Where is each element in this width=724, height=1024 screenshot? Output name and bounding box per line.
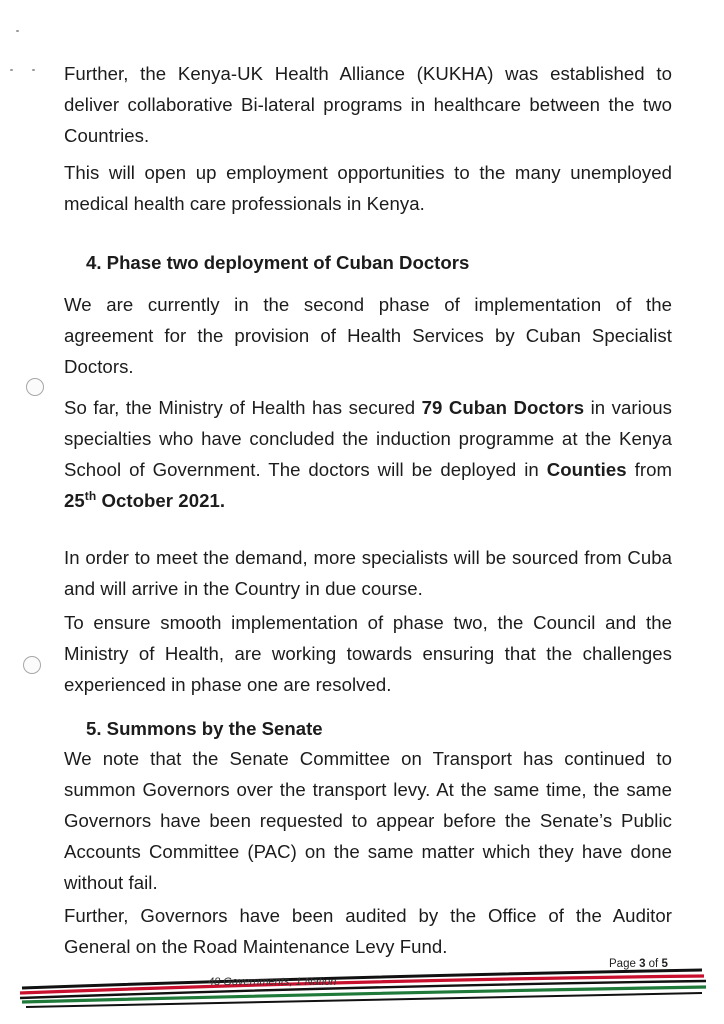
paragraph-text: Further, the Kenya-UK Health Alliance (KUKHA) was established to deliver collaborative Bi-lateral programs in healthcare between the two Countries. xyxy=(64,63,672,146)
scan-speck xyxy=(16,30,19,32)
footer-flag-stripes xyxy=(0,960,724,1024)
page-number-of: of xyxy=(645,958,662,970)
paragraph-text: So far, the Ministry of Health has secured xyxy=(64,397,422,418)
paragraph-specialists xyxy=(64,542,672,604)
date-month-year: October 2021. xyxy=(96,490,226,511)
page-number-prefix: Page xyxy=(609,958,640,970)
paragraph-text: To ensure smooth implementation of phase two, the Council and the Ministry of Health, are working towards ensuring that the challenges experienced in phase one are resolved. xyxy=(64,612,672,695)
paragraph-text: In order to meet the demand, more specialists will be sourced from Cuba and will arrive in the Country in due course. xyxy=(64,547,672,599)
punch-hole xyxy=(23,656,41,674)
paragraph-text: This will open up employment opportunities to the many unemployed medical health care professionals in Kenya. xyxy=(64,162,672,214)
bold-deployment-date xyxy=(64,490,225,511)
paragraph-text: from xyxy=(626,459,673,480)
date-day: 25 xyxy=(64,490,85,511)
paragraph-employment xyxy=(64,157,672,219)
page-number-current: 3 xyxy=(639,958,646,970)
bold-counties: Counties xyxy=(546,459,627,480)
paragraph-cuban-doctors xyxy=(64,392,672,516)
section-heading-5: 5. Summons by the Senate xyxy=(86,718,323,739)
paragraph-second-phase xyxy=(64,289,672,382)
date-ordinal: th xyxy=(84,488,97,503)
paragraph-kukha xyxy=(64,58,672,151)
bold-doctor-count: 79 Cuban Doctors xyxy=(421,397,585,418)
paragraph-auditor-general xyxy=(64,900,672,962)
paragraph-text: in various specialties who have concluded the induction programme at the Kenya School of Government. The doctors will be deployed in xyxy=(64,397,672,480)
scan-speck xyxy=(10,69,13,71)
footer-slogan: 48 Governments, 1 Nation xyxy=(208,976,337,988)
paragraph-smooth-implementation xyxy=(64,607,672,700)
paragraph-text: Further, Governors have been audited by the Office of the Auditor General on the Road Maintenance Levy Fund. xyxy=(64,905,672,957)
punch-hole xyxy=(26,378,44,396)
scan-speck xyxy=(32,69,35,71)
page-number-total: 5 xyxy=(661,958,668,970)
paragraph-text: We note that the Senate Committee on Transport has continued to summon Governors over the transport levy. At the same time, the same Governors have been requested to appear before the Senate’s Public Accounts Committee (PAC) on the same matter which they have done without fail. xyxy=(64,748,672,893)
paragraph-senate-summons xyxy=(64,743,672,898)
section-heading-4: 4. Phase two deployment of Cuban Doctors xyxy=(86,252,470,273)
paragraph-text: We are currently in the second phase of implementation of the agreement for the provision of Health Services by Cuban Specialist Doctors. xyxy=(64,294,672,377)
